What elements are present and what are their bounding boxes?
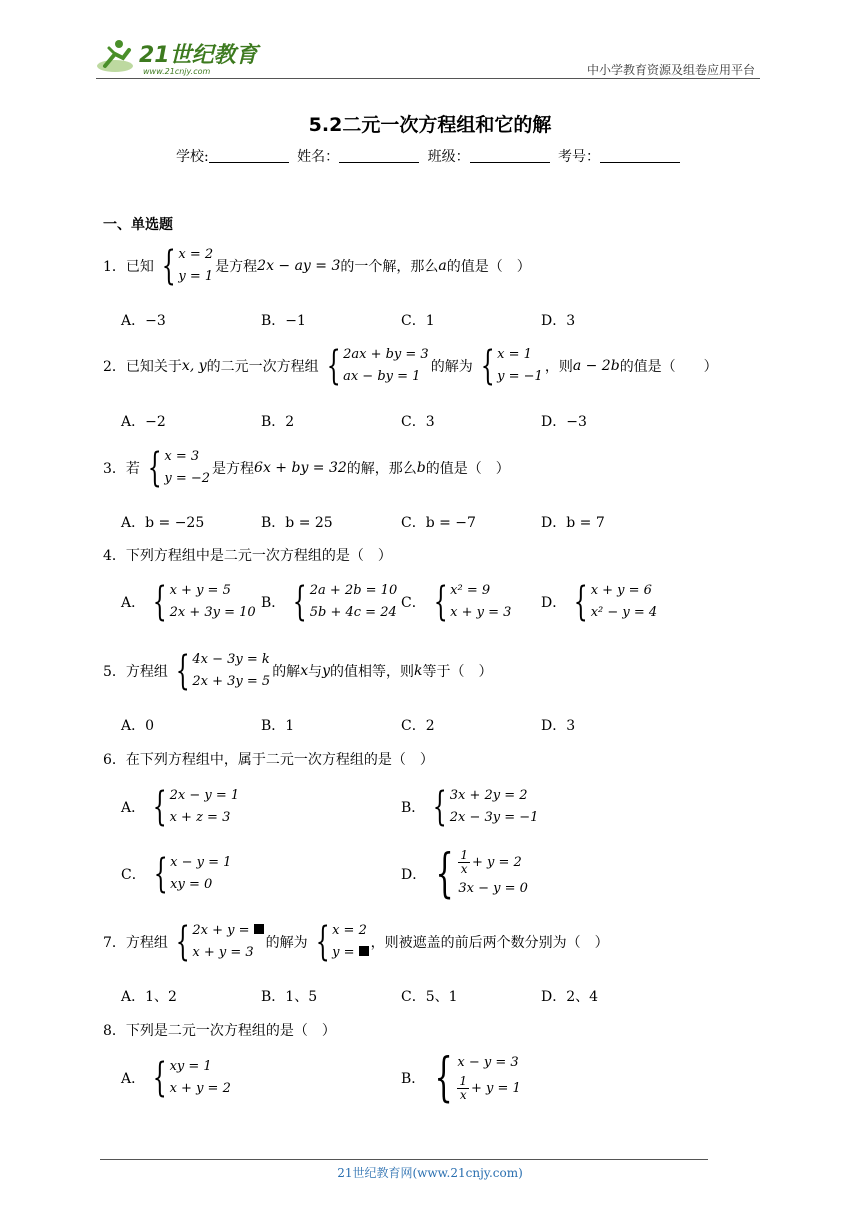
option-b: B． { 2a + 2b = 10 5b + 4c = 24 <box>261 579 398 625</box>
question-7 <box>103 920 609 964</box>
option-d: D． { $\frac{1}{x}$ + y = 2 3x − y = 0 <box>401 844 528 904</box>
option-a: A． { x + y = 5 2x + 3y = 10 <box>121 579 256 625</box>
q1-text: 是方程 <box>215 259 258 275</box>
option-b: B．1 <box>261 718 295 734</box>
q5-sys-row: 2x + 3y = 5 <box>192 674 271 689</box>
covered-square-icon <box>359 946 369 956</box>
page-title: 5.2二元一次方程组和它的解 <box>308 114 552 136</box>
question-5 <box>103 649 493 693</box>
q3-sys-row: y = −2 <box>164 471 211 486</box>
q5-text: 的解 <box>272 664 301 680</box>
q1-sys-row: y = 1 <box>178 269 214 284</box>
option-c: C．1 <box>401 313 435 329</box>
q1-options <box>121 310 681 330</box>
q3-variable: b <box>416 460 426 476</box>
q5-var-y: y <box>322 663 331 679</box>
question-8: 8．下列是二元一次方程组的是（ ） <box>103 1023 336 1039</box>
q2-text: 的值是（ ） <box>619 359 718 375</box>
class-blank <box>470 148 550 163</box>
q2-text: ，则 <box>544 359 573 375</box>
option-c: C．b = −7 <box>401 515 476 531</box>
option-a: A．0 <box>121 718 155 734</box>
logo <box>95 36 265 78</box>
q7-system: { 2x + y = x + y = 3 <box>170 920 264 964</box>
q3-options <box>121 512 681 532</box>
exam-no-label: 考号： <box>558 149 601 165</box>
option-c: C．3 <box>401 414 435 430</box>
q7-text: 的解为 <box>265 935 308 951</box>
q2-sol-row: y = −1 <box>497 369 543 384</box>
q2-options <box>121 411 681 431</box>
option-b: B．1、5 <box>261 989 318 1005</box>
footer-divider <box>100 1159 708 1160</box>
covered-square-icon <box>254 924 264 934</box>
q7-text: ，则被遮盖的前后两个数分别为（ ） <box>370 935 609 951</box>
option-a: A． { 2x − y = 1 x + z = 3 <box>121 784 240 830</box>
q6-options-row2 <box>121 844 681 904</box>
q2-system: { 2ax + by = 3 ax − by = 1 <box>326 343 429 389</box>
q1-equation: 2x − ay = 3 <box>257 258 341 274</box>
svg-text:21世纪教育: 21世纪教育 <box>139 43 258 68</box>
option-b: B．2 <box>261 414 295 430</box>
question-3 <box>103 446 510 490</box>
option-c: C．5、1 <box>401 989 458 1005</box>
q5-number: 5．方程组 <box>103 664 168 680</box>
option-d: D． { x + y = 6 x² − y = 4 <box>541 579 658 625</box>
logo-runner-icon <box>95 36 265 78</box>
option-d: D．3 <box>541 313 576 329</box>
option-b: B． { x − y = 3 $\frac{1}{x}$ + y = 1 <box>401 1048 521 1108</box>
option-a: A．1、2 <box>121 989 177 1005</box>
option-a: A．b = −25 <box>121 515 205 531</box>
option-d: D．2、4 <box>541 989 599 1005</box>
q2-vars: x, y <box>181 358 207 374</box>
option-b: B．b = 25 <box>261 515 333 531</box>
q2-text: 的二元一次方程组 <box>206 359 319 375</box>
question-1 <box>103 244 531 288</box>
q1-text: 的值是（ ） <box>446 259 531 275</box>
q7-options <box>121 986 681 1006</box>
q6-options-row1 <box>121 785 681 829</box>
q3-text: 的值是（ ） <box>425 461 510 477</box>
section-heading: 一、单选题 <box>103 217 173 233</box>
q4-options <box>121 580 681 624</box>
q5-options <box>121 715 681 735</box>
header-platform-text: 中小学教育资源及组卷应用平台 <box>586 63 755 77</box>
q7-solution: { x = 2 y = <box>315 919 367 965</box>
exam-no-blank <box>600 148 680 163</box>
option-a: A．−3 <box>121 313 166 329</box>
q5-text: 与 <box>308 664 323 680</box>
q2-text: 的解为 <box>430 359 473 375</box>
q5-text: 等于（ ） <box>422 664 493 680</box>
student-info <box>0 146 860 166</box>
footer-link[interactable]: 21世纪教育网(www.21cnjy.com) <box>337 1166 523 1180</box>
option-c: C． { x² = 9 x + y = 3 <box>401 579 512 625</box>
q1-text: 的一个解，那么 <box>340 259 439 275</box>
q5-var-k: k <box>414 663 423 679</box>
header-divider <box>96 78 760 79</box>
q2-sys-row: 2ax + by = 3 <box>343 347 429 362</box>
question-4: 4．下列方程组中是二元一次方程组的是（ ） <box>103 548 392 564</box>
q2-solution: { x = 1 y = −1 <box>480 343 543 389</box>
q2-sys-row: ax − by = 1 <box>343 369 421 384</box>
q8-options <box>121 1048 681 1108</box>
q3-number: 3．若 <box>103 461 140 477</box>
q3-equation: 6x + by = 32 <box>254 460 347 476</box>
option-a: A．−2 <box>121 414 166 430</box>
class-label: 班级： <box>427 149 470 165</box>
q1-system: { x = 2 y = 1 <box>161 243 214 289</box>
q3-text: 是方程 <box>212 461 255 477</box>
question-2 <box>103 344 718 388</box>
option-b: B．−1 <box>261 313 306 329</box>
option-b: B． { 3x + 2y = 2 2x − 3y = −1 <box>401 784 539 830</box>
option-d: D．3 <box>541 718 576 734</box>
q5-var-x: x <box>300 663 309 679</box>
q2-number: 2．已知关于 <box>103 359 182 375</box>
q1-variable: a <box>438 258 447 274</box>
question-6: 6．在下列方程组中，属于二元一次方程组的是（ ） <box>103 752 434 768</box>
q1-number: 1．已知 <box>103 259 154 275</box>
q1-sys-row: x = 2 <box>178 247 214 262</box>
q5-system: { 4x − 3y = k 2x + 3y = 5 <box>175 648 271 694</box>
q2-sol-row: x = 1 <box>497 347 532 362</box>
q5-sys-row: 4x − 3y = k <box>192 652 270 667</box>
name-blank <box>339 148 419 163</box>
svg-text:www.21cnjy.com: www.21cnjy.com <box>143 67 211 76</box>
option-d: D．−3 <box>541 414 587 430</box>
school-blank <box>209 148 289 163</box>
q3-system: { x = 3 y = −2 <box>147 445 211 491</box>
q2-expression: a − 2b <box>572 358 620 374</box>
option-c: C． { x − y = 1 xy = 0 <box>121 851 232 897</box>
q5-text: 的值相等，则 <box>330 664 415 680</box>
q3-text: 的解，那么 <box>346 461 417 477</box>
option-a: A． { xy = 1 x + y = 2 <box>121 1055 231 1101</box>
name-label: 姓名： <box>297 149 340 165</box>
school-label: 学校: <box>175 149 209 165</box>
q7-number: 7．方程组 <box>103 935 168 951</box>
option-c: C．2 <box>401 718 435 734</box>
option-d: D．b = 7 <box>541 515 605 531</box>
q3-sys-row: x = 3 <box>164 449 200 464</box>
